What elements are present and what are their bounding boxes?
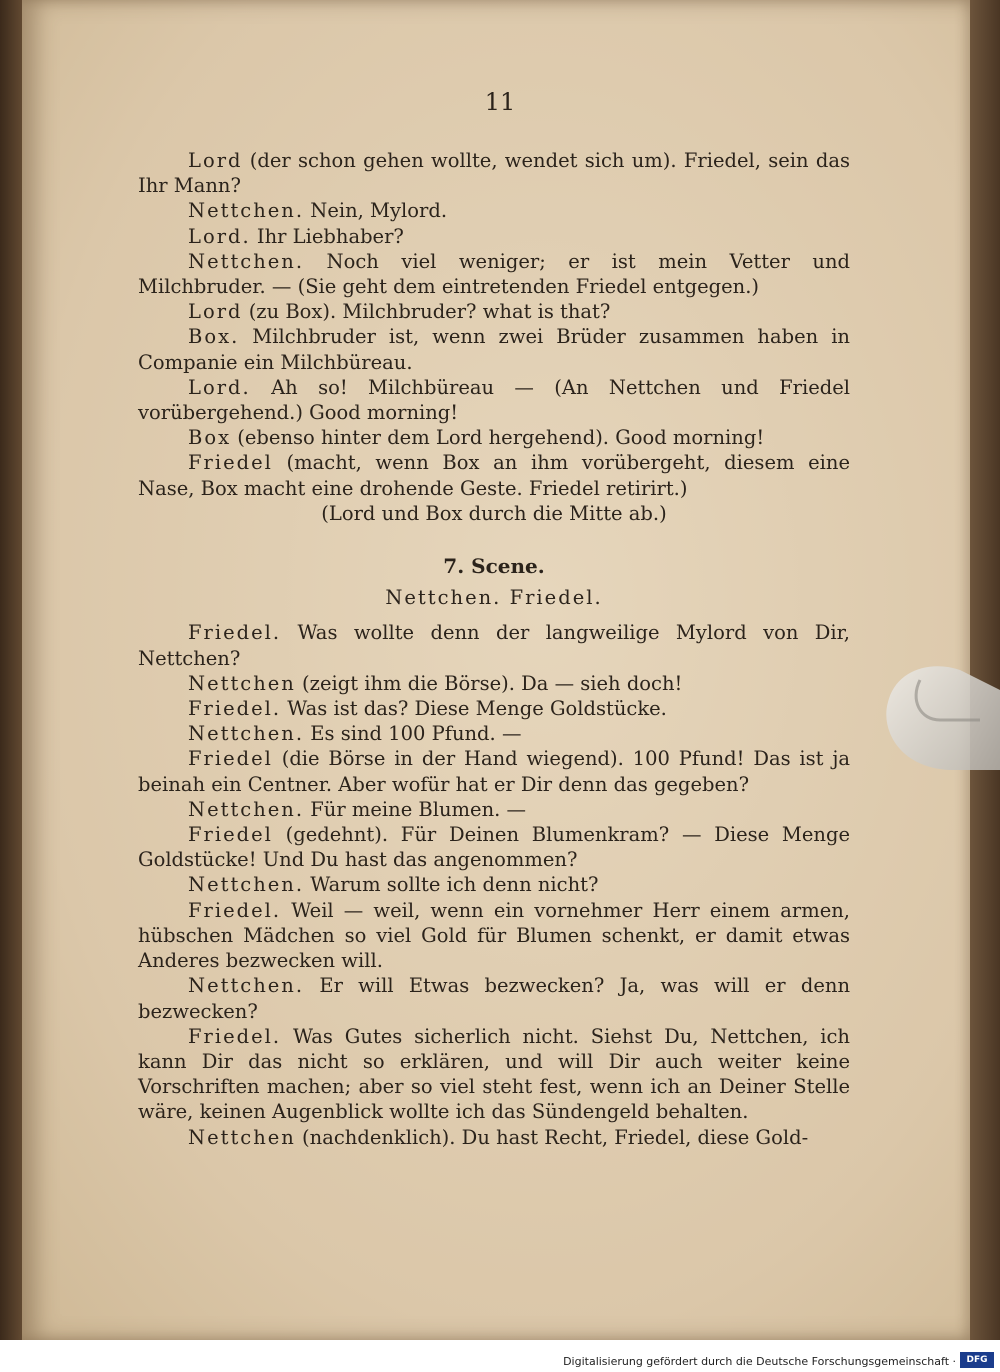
dialogue-line (138, 822, 850, 872)
line-text: (macht, wenn Box an ihm vorübergeht, diesem eine Nase, Box macht eine drohende Geste. Friedel retirirt.) (138, 451, 850, 500)
line-text: (gedehnt). Für Deinen Blumenkram? — Diese Menge Goldstücke! Und Du hast das angenommen? (138, 823, 850, 872)
speaker-name: Friedel. (188, 1024, 282, 1048)
dialogue-line (138, 198, 850, 223)
speaker-name: Friedel (188, 451, 273, 475)
stage-direction-exit: (Lord und Box durch die Mitte ab.) (321, 501, 667, 525)
scene-title: 7. Scene. (443, 554, 545, 579)
speaker-name: Nettchen. (188, 249, 305, 273)
speaker-name: Friedel. (188, 898, 282, 922)
line-text: (nachdenklich). Du hast Recht, Friedel, diese Gold- (295, 1125, 809, 1149)
page-number: 11 (484, 88, 516, 116)
dialogue-line (138, 746, 850, 796)
dialogue-line (138, 872, 850, 897)
speaker-name: Friedel (188, 747, 273, 771)
speaker-name: Nettchen. (188, 722, 305, 746)
speaker-name: Box (188, 426, 232, 450)
speaker-name: Lord (188, 300, 243, 324)
dialogue-line (138, 973, 850, 1023)
line-text: (der schon gehen wollte, wendet sich um). Friedel, sein das Ihr Mann? (138, 149, 850, 198)
dialogue-line (138, 620, 850, 670)
dialogue-line (138, 224, 850, 249)
dialogue-line (138, 721, 850, 746)
speaker-name: Box. (188, 325, 240, 349)
speaker-name: Nettchen (188, 1125, 296, 1149)
speaker-name: Friedel. (188, 621, 282, 645)
line-text: Weil — weil, wenn ein vornehmer Herr einem armen, hübschen Mädchen so viel Gold für Blumen schenkt, er damit etwas Anderes bezwecken will. (138, 898, 850, 973)
dialogue-line (138, 324, 850, 374)
dialogue-line (138, 898, 850, 974)
dialogue-line (138, 696, 850, 721)
scene-persons: Nettchen. Friedel. (385, 586, 603, 610)
speaker-name: Friedel. (188, 697, 282, 721)
speaker-name: Nettchen. (188, 797, 305, 821)
speaker-name: Lord (188, 149, 243, 172)
line-text: Ihr Liebhaber? (250, 224, 404, 248)
dialogue-line (138, 425, 850, 450)
line-text: (zeigt ihm die Börse). Da — sieh doch! (295, 671, 683, 695)
dialogue-part-2 (138, 620, 850, 1149)
dfg-logo: DFG (960, 1352, 994, 1368)
digitization-credit: Digitalisierung gefördert durch die Deutsche Forschungsgemeinschaft · (563, 1355, 956, 1368)
dialogue-line (138, 1125, 850, 1150)
dialogue-line (138, 1024, 850, 1125)
dialogue-line (138, 148, 850, 198)
page-text (138, 148, 850, 1150)
speaker-name: Nettchen. (188, 199, 305, 223)
dialogue-line (138, 375, 850, 425)
paper-clip-icon (880, 640, 1000, 770)
line-text: Warum sollte ich denn nicht? (304, 873, 599, 897)
line-text: Er will Etwas bezwecken? Ja, was will er denn bezwecken? (138, 974, 850, 1023)
line-text: (ebenso hinter dem Lord hergehend). Good morning! (231, 426, 765, 450)
line-text: Was Gutes sicherlich nicht. Siehst Du, Nettchen, ich kann Dir das nicht so erklären, und will Dir auch weiter keine Vorschriften machen; aber so viel steht fest, wenn ich an Deiner Stelle wäre, keinen Augenblick wollte ich das Sündengeld behalten. (138, 1024, 850, 1124)
line-text: (zu Box). Milchbruder? what is that? (242, 300, 611, 324)
line-text: (die Börse in der Hand wiegend). 100 Pfund! Das ist ja beinah ein Centner. Aber wofür hat er Dir denn das gegeben? (138, 747, 850, 796)
line-text: Was wollte denn der langweilige Mylord von Dir, Nettchen? (138, 621, 850, 670)
speaker-name: Nettchen. (188, 974, 305, 998)
dialogue-part-1 (138, 148, 850, 501)
line-text: Noch viel weniger; er ist mein Vetter und Milchbruder. — (Sie geht dem eintretenden Friedel entgegen.) (138, 249, 850, 299)
speaker-name: Nettchen (188, 671, 296, 695)
line-text: Was ist das? Diese Menge Goldstücke. (281, 697, 667, 721)
speaker-name: Lord. (188, 375, 251, 399)
dialogue-line (138, 671, 850, 696)
dialogue-line (138, 450, 850, 500)
speaker-name: Friedel (188, 823, 273, 847)
speaker-name: Nettchen. (188, 873, 305, 897)
line-text: Für meine Blumen. — (304, 797, 527, 821)
line-text: Nein, Mylord. (304, 199, 448, 223)
dialogue-line (138, 299, 850, 324)
line-text: Milchbruder ist, wenn zwei Brüder zusammen haben in Companie ein Milchbüreau. (138, 325, 850, 374)
line-text: Es sind 100 Pfund. — (304, 722, 522, 746)
speaker-name: Lord. (188, 224, 251, 248)
dialogue-line (138, 249, 850, 299)
line-text: Ah so! Milchbüreau — (An Nettchen und Friedel vorübergehend.) Good morning! (138, 375, 850, 425)
dialogue-line (138, 797, 850, 822)
